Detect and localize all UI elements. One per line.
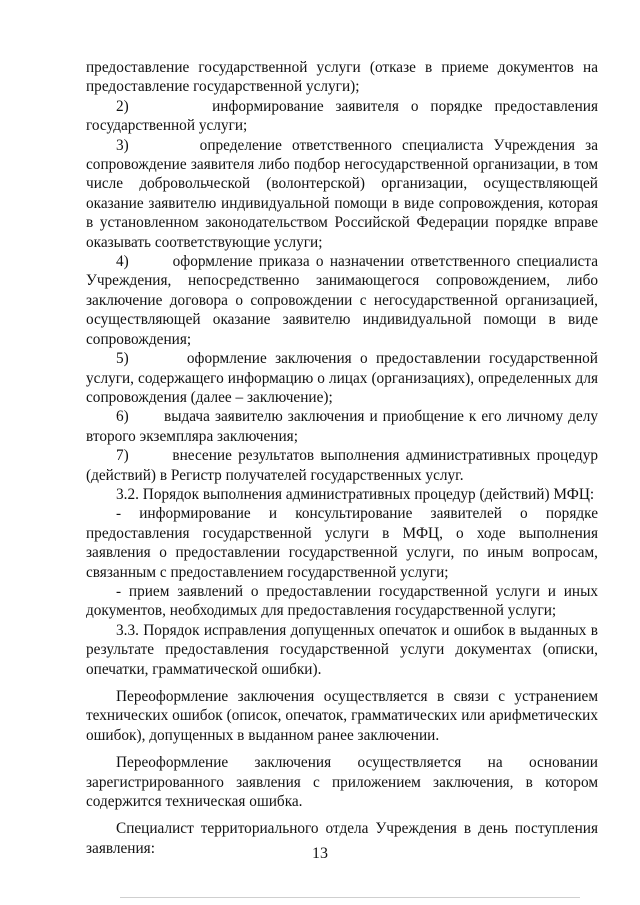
list-item-6: 6) выдача заявителю заключения и приобщение к его личному делу второго экземпляра заключения; [86, 408, 598, 445]
paragraph-reissue-reason: Переоформление заключения осуществляется в связи с устранением технических ошибок (описок, опечаток, грамматических или арифметических ошибок), допущенных в выданном ранее заключении. [86, 688, 598, 744]
paragraph-gap [86, 745, 598, 753]
section-3-3-heading: 3.3. Порядок исправления допущенных опечаток и ошибок в выданных в результате предоставления государственной услуги документах (описки, опечатки, грамматической ошибки). [86, 621, 598, 678]
mfc-item-reception: - прием заявлений о предоставлении государственной услуги и иных документов, необходимых для предоставления государственной услуги; [86, 582, 598, 620]
list-item-3: 3) определение ответственного специалиста Учреждения за сопровождение заявителя либо подбор негосударственной организации, в том числе добровольческой (волонтерской) организации, осуществляющей оказание заявителю индивидуальной помощи в виде сопровождения, которая в установленном законодательством Российской Федерации порядке вправе оказывать соответствующие услуги; [86, 136, 598, 251]
list-item-7: 7) внесение результатов выполнения административных процедур (действий) в Регистр получателей государственных услуг. [86, 447, 598, 484]
scan-edge-line [120, 897, 580, 898]
section-3-2-heading: 3.2. Порядок выполнения административных процедур (действий) МФЦ: [116, 485, 595, 503]
paragraph-reissue-basis: Переоформление заключения осуществляется на основании зарегистрированного заявления с приложением заключения, в котором содержится техническая ошибка. [86, 754, 598, 811]
paragraph-gap [86, 679, 598, 687]
page-number: 13 [312, 845, 328, 862]
list-item-4: 4) оформление приказа о назначении ответственного специалиста Учреждения, непосредственно занимающегося сопровождением, либо заключение договора о сопровождении с негосударственной организацией, осуществляющей оказание заявителю индивидуальной помощи в виде сопровождения; [86, 253, 598, 348]
list-item-5: 5) оформление заключения о предоставлении государственной услуги, содержащего информацию о лицах (организациях), определенных для сопровождения (далее – заключение); [86, 350, 598, 406]
list-item-2: 2) информирование заявителя о порядке предоставления государственной услуги; [86, 97, 598, 135]
paragraph-continuation: предоставление государственной услуги (отказе в приеме документов на предоставление государственной услуги); [86, 59, 598, 96]
mfc-item-informing: - информирование и консультирование заявителей о порядке предоставления государственной услуги в МФЦ, о ходе выполнения заявления о предоставлении государственной услуги, по иным вопросам, связанным с предоставлением государственной услуги; [86, 505, 598, 581]
paragraph-specialist: Специалист территориального отдела Учреждения в день поступления заявления: [86, 820, 598, 857]
document-page [86, 58, 598, 858]
paragraph-gap [86, 811, 598, 819]
